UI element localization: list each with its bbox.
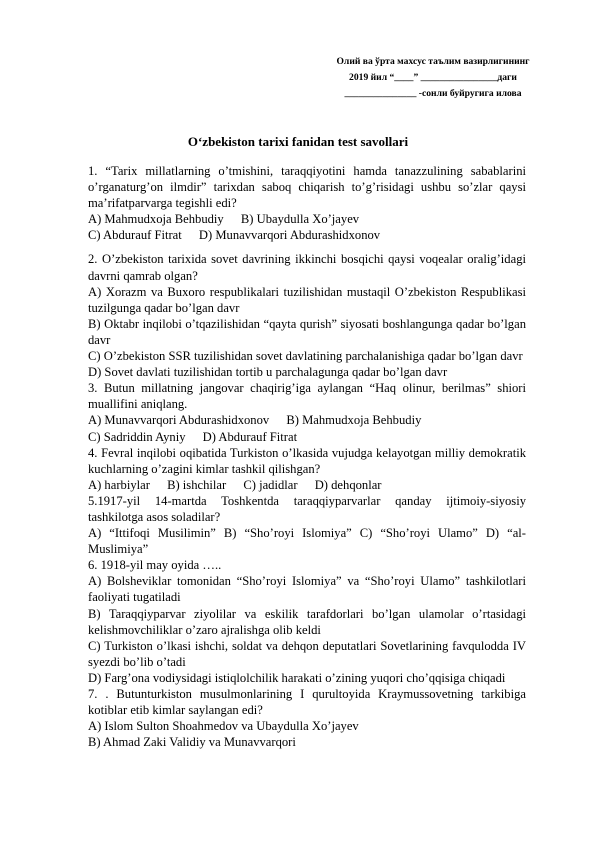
question-1-option-a: A) Mahmudxoja Behbudiy (88, 212, 224, 227)
question-2-option-a: A) Xorazm va Buxoro respublikalari tuzilishidan mustaqil O’zbekiston Respublikasi tuzilgunga qadar bo’lgan davr (88, 284, 526, 315)
question-6-option-b: B) Taraqqiyparvar ziyolilar va eskilik tarafdorlari bo’lgan ulamolar o’rtasidagi kelishmovchiliklar o’zaro ajralishga olib keldi (88, 606, 526, 637)
header-line-3: _______________ -сонли буйругига илова (344, 88, 522, 99)
question-4-option-a: A) harbiylar (88, 477, 150, 492)
question-3-options-row-1 (88, 412, 526, 428)
question-1-options-row-2 (88, 227, 526, 243)
question-2-option-b: B) Oktabr inqilobi o’tqazilishidan “qayta qurish” siyosati boshlangunga qadar bo’lgan davr (88, 316, 526, 347)
question-1-option-d: D) Munavvarqori Abdurashidxonov (198, 228, 381, 243)
question-4-option-c: C) jadidlar (243, 477, 298, 492)
question-5-options: A) “Ittifoqi Musilimin” B) “Sho’royi Islomiya” C) “Sho’royi Ulamo” D) “al-Muslimiya” (88, 526, 526, 557)
question-1-option-c: C) Abdurauf Fitrat (88, 228, 182, 243)
question-3-text: 3. Butun millatning jangovar chaqirig’iga aylangan “Haq olinur, berilmas” shiori muallifini aniqlang. (88, 381, 526, 412)
question-5-text: 5.1917-yil 14-martda Toshkentda taraqqiyparvarlar qanday ijtimoiy-siyosiy tashkilotga asos soladilar? (88, 493, 526, 524)
question-3-options-row-2 (88, 429, 526, 445)
question-3-option-a: A) Munavvarqori Abdurashidxonov (88, 413, 270, 428)
question-4-option-b: B) ishchilar (167, 477, 227, 492)
header-line-1: Олий ва ўрта махсус таълим вазирлигининг (336, 56, 530, 67)
question-6-option-d: D) Farg’ona vodiysidagi istiqlolchilik harakati o’zining yuqori cho’qqisiga chiqadi (88, 670, 506, 685)
question-7-text: 7. . Butunturkiston musulmonlarining I qurultoyida Kraymussovetning tarkibiga kotiblar etib kimlar saylangan edi? (88, 687, 526, 718)
question-6-text: 6. 1918-yil may oyida ….. (88, 558, 222, 573)
header-line-2: 2019 йил “____” ________________даги (349, 72, 517, 83)
question-3-option-b: B) Mahmudxoja Behbudiy (286, 413, 422, 428)
question-1-text: 1. “Tarix millatlarning o’tmishini, taraqqiyotini hamda tanazzulining sabablarini o’rganaturg’on ilmdir” tarixdan saboq chiqarish to’g’risidagi ushbu so’zlar qaysi ma’rifatparvarga tegishli edi? (88, 164, 526, 211)
question-list (88, 163, 526, 750)
question-3-option-d: D) Abdurauf Fitrat (202, 429, 298, 444)
question-6-option-c: C) Turkiston o’lkasi ishchi, soldat va dehqon deputatlari Sovetlarining favqulodda IV syezdi bo’lib o’tadi (88, 638, 526, 669)
question-2-text: 2. O’zbekiston tarixida sovet davrining ikkinchi bosqichi qaysi voqealar oralig’idagi davrni qamrab olgan? (88, 252, 526, 283)
question-4-options-row (88, 477, 526, 493)
question-3-option-c: C) Sadriddin Ayniy (88, 429, 186, 444)
question-7-option-a: A) Islom Sulton Shoahmedov va Ubaydulla Xo’jayev (88, 719, 359, 734)
question-6-option-a: A) Bolsheviklar tomonidan “Sho’royi Islomiya” va “Sho’royi Ulamo” tashkilotlari faoliyati tugatiladi (88, 574, 526, 605)
decree-header (308, 54, 558, 102)
question-7-option-b: B) Ahmad Zaki Validiy va Munavvarqori (88, 735, 296, 750)
question-2-option-d: D) Sovet davlati tuzilishidan tortib u parchalagunga qadar bo’lgan davr (88, 365, 448, 380)
question-4-text: 4. Fevral inqilobi oqibatida Turkiston o’lkasida vujudga kelayotgan milliy demokratik kuchlarning o’zagini kimlar tashkil qilishgan? (88, 445, 526, 476)
question-4-option-d: D) dehqonlar (314, 477, 382, 492)
question-1-options-row-1 (88, 211, 526, 227)
question-2-option-c: C) O’zbekiston SSR tuzilishidan sovet davlatining parchalanishiga qadar bo’lgan davr (88, 349, 523, 364)
document-title: O‘zbekiston tarixi fanidan test savollari (187, 134, 409, 149)
question-1-option-b: B) Ubaydulla Xo’jayev (240, 212, 360, 227)
